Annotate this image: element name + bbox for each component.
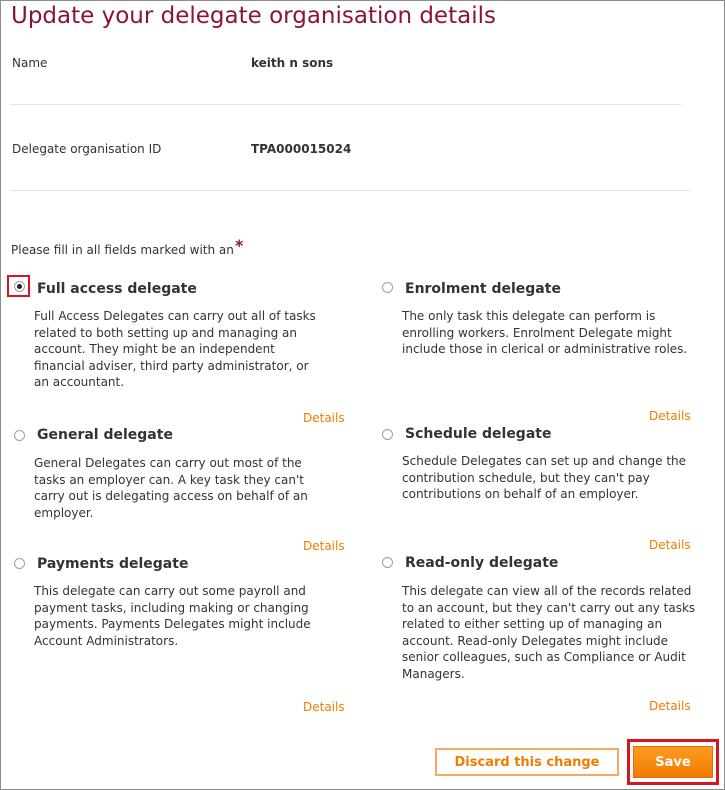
radio-enrolment-delegate[interactable] [382, 282, 393, 293]
required-fields-instructions: Please fill in all fields marked with an [11, 243, 234, 257]
details-link-general[interactable]: Details [303, 539, 345, 553]
option-description-payments: This delegate can carry out some payroll and payment tasks, including making or changing payments. Payments Delegates might include Account Administrators. [34, 584, 311, 648]
details-link-enrolment[interactable]: Details [649, 409, 691, 423]
option-label-schedule[interactable]: Schedule delegate [405, 426, 552, 442]
radio-payments-delegate[interactable] [14, 558, 25, 569]
organisation-id-value: TPA000015024 [251, 142, 352, 156]
option-label-general[interactable]: General delegate [37, 427, 173, 443]
divider [10, 190, 691, 191]
radio-schedule-delegate[interactable] [382, 429, 393, 440]
organisation-id-label: Delegate organisation ID [12, 142, 162, 156]
name-value: keith n sons [251, 56, 334, 70]
option-description-full-access: Full Access Delegates can carry out all of tasks related to both setting up and managing an account. They might be an independent financial adviser, third party administrator, or an accountant. [34, 309, 316, 389]
option-description-schedule: Schedule Delegates can set up and change the contribution schedule, but they can't pay contributions on behalf of an employer. [402, 454, 687, 501]
option-label-payments[interactable]: Payments delegate [37, 556, 189, 572]
page-title: Update your delegate organisation details [11, 3, 496, 29]
option-description-general: General Delegates can carry out most of the tasks an employer can. A key task they can't carry out is delegating access on behalf of an employer. [34, 456, 308, 520]
option-description-read-only: This delegate can view all of the records related to an account, but they can't carry out any tasks related to either setting up of managing an account. Read-only Delegates might include senior colleagues, such as Compliance or Audit Managers. [402, 584, 696, 681]
discard-change-button[interactable]: Discard this change [435, 748, 619, 776]
radio-read-only-delegate[interactable] [382, 557, 393, 568]
divider [10, 104, 681, 105]
radio-full-access-delegate[interactable] [14, 281, 25, 292]
option-label-full-access[interactable]: Full access delegate [37, 281, 197, 297]
option-label-read-only[interactable]: Read-only delegate [405, 555, 559, 571]
required-asterisk: * [235, 236, 244, 255]
option-description-enrolment: The only task this delegate can perform is enrolling workers. Enrolment Delegate might include those in clerical or administrative roles. [402, 309, 688, 356]
option-label-enrolment[interactable]: Enrolment delegate [405, 281, 561, 297]
details-link-read-only[interactable]: Details [649, 699, 691, 713]
details-link-schedule[interactable]: Details [649, 538, 691, 552]
save-button[interactable]: Save [633, 746, 713, 778]
name-label: Name [12, 56, 48, 70]
radio-general-delegate[interactable] [14, 430, 25, 441]
details-link-full-access[interactable]: Details [303, 411, 345, 425]
details-link-payments[interactable]: Details [303, 700, 345, 714]
